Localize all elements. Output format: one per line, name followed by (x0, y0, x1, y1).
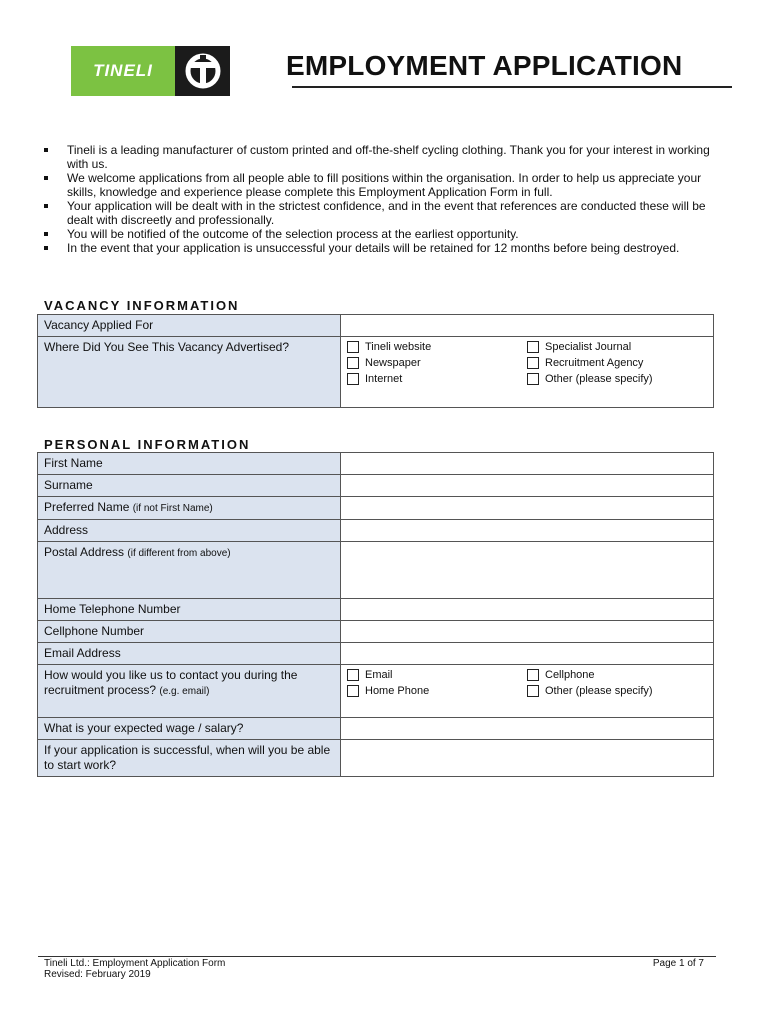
home-phone-label: Home Telephone Number (38, 599, 341, 621)
postal-address-label: Postal Address (if different from above) (38, 542, 341, 599)
first-name-field[interactable] (341, 453, 714, 475)
logo-wordmark (71, 46, 175, 96)
checkbox-icon (347, 373, 359, 385)
preferred-name-field[interactable] (341, 497, 714, 520)
checkbox-icon (347, 669, 359, 681)
vacancy-where-label: Where Did You See This Vacancy Advertised? (38, 337, 341, 408)
contact-method-options (341, 665, 714, 718)
cellphone-field[interactable] (341, 621, 714, 643)
intro-item: We welcome applications from all people able to fill positions within the organisation. In order to help us appreciate your skills, knowledge and experience please complete this Employment Application Form in full. (42, 171, 722, 199)
checkbox-newspaper[interactable]: Newspaper (347, 355, 527, 371)
intro-item: In the event that your application is unsuccessful your details will be retained for 12 months before being destroyed. (42, 241, 722, 255)
wage-field[interactable] (341, 718, 714, 740)
email-field[interactable] (341, 643, 714, 665)
checkbox-icon (527, 669, 539, 681)
contact-method-label: How would you like us to contact you during the recruitment process? (e.g. email) (38, 665, 341, 718)
first-name-label: First Name (38, 453, 341, 475)
title-underline (292, 86, 732, 88)
cellphone-label: Cellphone Number (38, 621, 341, 643)
preferred-name-label: Preferred Name (if not First Name) (38, 497, 341, 520)
checkbox-specialist-journal[interactable]: Specialist Journal (527, 339, 707, 355)
page-number: Page 1 of 7 (652, 958, 704, 969)
vacancy-applied-field[interactable] (341, 315, 714, 337)
checkbox-internet[interactable]: Internet (347, 371, 527, 387)
checkbox-tineli-website[interactable]: Tineli website (347, 339, 527, 355)
address-field[interactable] (341, 520, 714, 542)
home-phone-field[interactable] (341, 599, 714, 621)
checkbox-contact-home-phone[interactable]: Home Phone (347, 683, 527, 699)
vacancy-heading: VACANCY INFORMATION (44, 298, 240, 313)
postal-address-field[interactable] (341, 542, 714, 599)
checkbox-icon (347, 341, 359, 353)
checkbox-contact-email[interactable]: Email (347, 667, 527, 683)
checkbox-other[interactable]: Other (please specify) (527, 371, 707, 387)
checkbox-icon (347, 357, 359, 369)
footer-info (44, 958, 225, 980)
vacancy-applied-label: Vacancy Applied For (38, 315, 341, 337)
vacancy-table (37, 314, 714, 408)
intro-item: You will be notified of the outcome of the selection process at the earliest opportunity. (42, 227, 722, 241)
logo-emblem-icon (175, 46, 230, 96)
checkbox-contact-other[interactable]: Other (please specify) (527, 683, 707, 699)
surname-label: Surname (38, 475, 341, 497)
page-title: EMPLOYMENT APPLICATION (286, 50, 683, 81)
checkbox-icon (527, 341, 539, 353)
checkbox-icon (527, 373, 539, 385)
personal-heading: PERSONAL INFORMATION (44, 437, 251, 452)
logo-text: TINELI (93, 61, 153, 80)
intro-list (42, 143, 722, 255)
email-label: Email Address (38, 643, 341, 665)
intro-item: Your application will be dealt with in the strictest confidence, and in the event that references are conducted these will be dealt with discreetly and professionally. (42, 199, 722, 227)
checkbox-icon (347, 685, 359, 697)
wage-label: What is your expected wage / salary? (38, 718, 341, 740)
start-date-field[interactable] (341, 740, 714, 777)
start-date-label: If your application is successful, when will you be able to start work? (38, 740, 341, 777)
surname-field[interactable] (341, 475, 714, 497)
personal-table (37, 452, 714, 777)
footer-divider (38, 956, 716, 957)
footer-form-name: Tineli Ltd.: Employment Application Form (44, 958, 226, 969)
checkbox-icon (527, 685, 539, 697)
footer-revised: Revised: February 2019 (44, 969, 151, 980)
checkbox-recruitment-agency[interactable]: Recruitment Agency (527, 355, 707, 371)
checkbox-contact-cellphone[interactable]: Cellphone (527, 667, 707, 683)
checkbox-icon (527, 357, 539, 369)
address-label: Address (38, 520, 341, 542)
tineli-logo (71, 46, 230, 96)
vacancy-where-options (341, 337, 714, 408)
intro-item: Tineli is a leading manufacturer of custom printed and off-the-shelf cycling clothing. Thank you for your interest in working with us. (42, 143, 722, 171)
